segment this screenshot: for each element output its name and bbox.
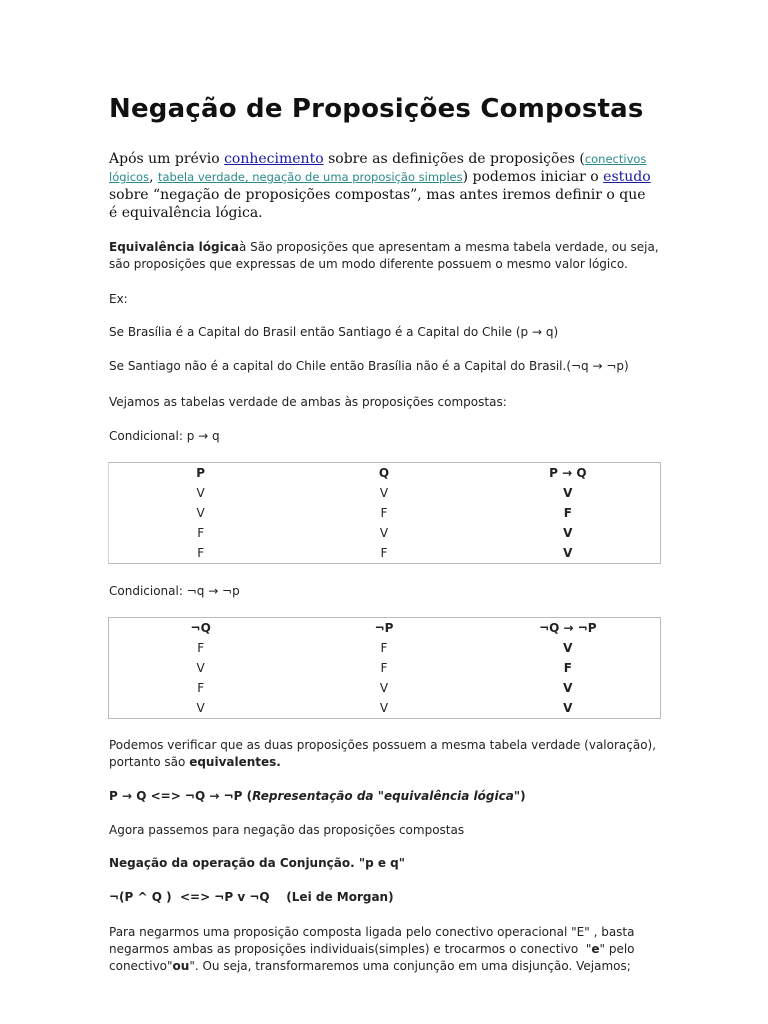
equivalentes-term: equivalentes. — [189, 755, 281, 769]
table-header: ¬Q — [190, 621, 211, 635]
table-cell: V — [563, 546, 573, 560]
agora-text: Agora passemos para negação das proposições compostas — [109, 823, 465, 837]
table-cell: F — [197, 681, 205, 695]
table-cell: V — [563, 641, 573, 655]
table-cell: F — [380, 641, 388, 655]
equivalencia-line1: à São proposições que apresentam a mesma tabela verdade, ou seja, — [238, 240, 659, 254]
equivalencia-term: Equivalência lógica — [109, 240, 239, 254]
verificar-prefix: portanto são — [109, 755, 190, 769]
conjunction-negation-heading: Negação da operação da Conjunção. "p e q" — [109, 856, 406, 870]
para-line2: negarmos ambas as proposições individuais(simples) e trocarmos o conectivo " — [109, 942, 592, 956]
para-negarmos-paragraph — [109, 924, 659, 975]
para-line2-end: " pelo — [599, 942, 635, 956]
table-header: P → Q — [549, 466, 587, 480]
verificar-line1: Podemos verificar que as duas proposições possuem a mesma tabela verdade (valoração), — [109, 738, 657, 752]
de-morgan-law: ¬(P ^ Q ) <=> ¬P v ¬Q (Lei de Morgan) — [109, 890, 394, 904]
vejamos-text: Vejamos as tabelas verdade de ambas às proposições compostas: — [109, 395, 507, 409]
intro-text: sobre “negação de proposições compostas”, mas antes iremos definir o que é equivalência lógica. — [109, 187, 646, 221]
table-cell: V — [379, 486, 389, 500]
table-cell: F — [197, 546, 205, 560]
table-cell: F — [197, 641, 205, 655]
table-row — [109, 638, 661, 658]
table-cell: V — [196, 486, 205, 500]
example-1: Se Brasília é a Capital do Brasil então Santiago é a Capital do Chile (p → q) — [109, 325, 559, 339]
conectivo-ou: ou — [172, 959, 190, 973]
page-title: Negação de Proposições Compostas — [109, 94, 644, 124]
equivalence-representation — [109, 788, 659, 805]
link-conectivos-logicos[interactable]: conectivos lógicos — [109, 152, 647, 184]
table-header: ¬P — [374, 621, 394, 635]
para-line3-end: ". Ou seja, transformaremos uma conjunção em uma disjunção. Vejamos; — [189, 959, 631, 973]
intro-text: sobre as definições de proposições ( — [323, 151, 585, 167]
table-cell: F — [380, 661, 388, 675]
truth-table-2 — [108, 617, 661, 719]
table-cell: F — [380, 546, 388, 560]
table-cell: V — [196, 506, 205, 520]
ex-label: Ex: — [109, 292, 128, 306]
table-cell: V — [563, 701, 573, 715]
link-estudo[interactable]: estudo — [603, 169, 651, 185]
conectivo-e: e — [591, 942, 600, 956]
table-cell: F — [563, 661, 572, 675]
table-cell: V — [563, 681, 573, 695]
table-row — [109, 658, 661, 678]
table-row — [109, 503, 661, 523]
link-conhecimento[interactable]: conhecimento — [224, 151, 324, 167]
equivalence-label: Representação da "equivalência lógica" — [252, 789, 521, 803]
equivalence-formula: P → Q <=> ¬Q → ¬P ( — [109, 789, 253, 803]
table-header-row — [109, 463, 661, 484]
table-row — [109, 698, 661, 719]
table-header-row — [109, 618, 661, 639]
table-cell: F — [380, 506, 388, 520]
table-cell: V — [379, 701, 389, 715]
intro-text: ) podemos iniciar o — [462, 169, 604, 185]
table-cell: V — [196, 701, 205, 715]
conditional-1-label: Condicional: p → q — [109, 429, 220, 443]
example-2: Se Santiago não é a capital do Chile então Brasília não é a Capital do Brasil.(¬q → ¬p) — [109, 359, 629, 373]
equivalence-close: ) — [520, 789, 526, 803]
table-row — [109, 678, 661, 698]
equivalencia-line2: são proposições que expressas de um modo diferente possuem o mesmo valor lógico. — [109, 257, 628, 271]
table-header: ¬Q → ¬P — [539, 621, 597, 635]
truth-table-1 — [108, 462, 661, 564]
table-row — [109, 543, 661, 564]
intro-text: , — [149, 169, 158, 185]
table-header: Q — [378, 466, 390, 480]
para-line3: conectivo" — [109, 959, 173, 973]
table-header: P — [196, 466, 206, 480]
verificar-paragraph — [109, 737, 659, 771]
conditional-2-label: Condicional: ¬q → ¬p — [109, 584, 240, 598]
table-row — [109, 483, 661, 503]
table-cell: V — [379, 681, 389, 695]
intro-text: Após um prévio — [109, 151, 225, 167]
table-cell: V — [379, 526, 389, 540]
intro-paragraph — [109, 150, 654, 222]
table-cell: F — [197, 526, 205, 540]
link-tabela-verdade[interactable]: tabela verdade, negação de uma proposição simples — [157, 170, 463, 184]
para-line1: Para negarmos uma proposição composta ligada pelo conectivo operacional "E" , basta — [109, 925, 635, 939]
table-cell: V — [563, 486, 573, 500]
table-cell: F — [563, 506, 572, 520]
table-cell: V — [196, 661, 205, 675]
table-cell: V — [563, 526, 573, 540]
equivalencia-paragraph — [109, 239, 659, 273]
table-row — [109, 523, 661, 543]
